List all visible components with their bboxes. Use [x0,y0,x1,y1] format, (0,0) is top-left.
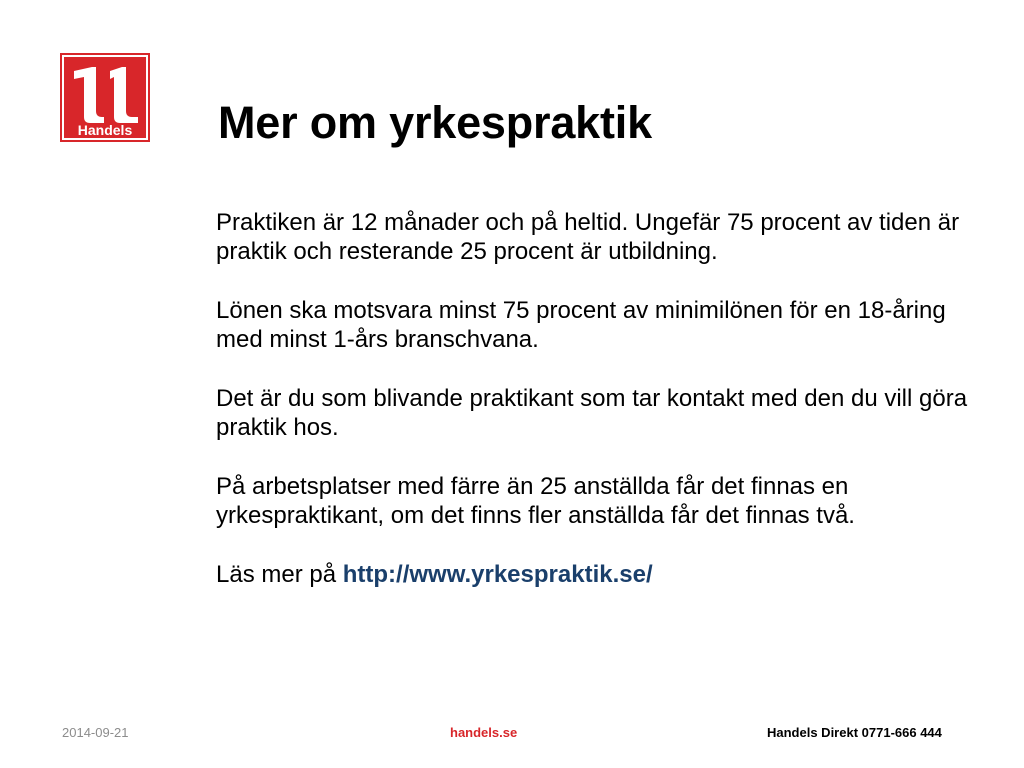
handels-logo-icon [60,53,150,142]
paragraph: Lönen ska motsvara minst 75 procent av minimilönen för en 18-åring med minst 1-års branschvana. [216,297,946,353]
footer-site-link[interactable]: handels.se [450,725,518,740]
slide-body [216,208,976,589]
footer-contact: Handels Direkt 0771-666 444 [767,725,942,740]
read-more-paragraph [216,560,976,589]
yrkespraktik-link[interactable]: http://www.yrkespraktik.se/ [342,561,653,588]
svg-text:Handels: Handels [77,122,133,138]
paragraph: Praktiken är 12 månader och på heltid. Ungefär 75 procent av tiden är praktik och resterande 25 procent är utbildning. [216,209,960,265]
paragraph: Det är du som blivande praktikant som tar kontakt med den du vill göra praktik hos. [216,385,968,441]
slide-title: Mer om yrkespraktik [218,97,652,148]
handels-logo [60,53,150,142]
footer-date: 2014-09-21 [62,725,129,740]
read-more-prefix: Läs mer på [216,561,343,588]
paragraph: På arbetsplatser med färre än 25 anställda får det finnas en yrkespraktikant, om det finns fler anställda får det finnas två. [216,473,855,529]
